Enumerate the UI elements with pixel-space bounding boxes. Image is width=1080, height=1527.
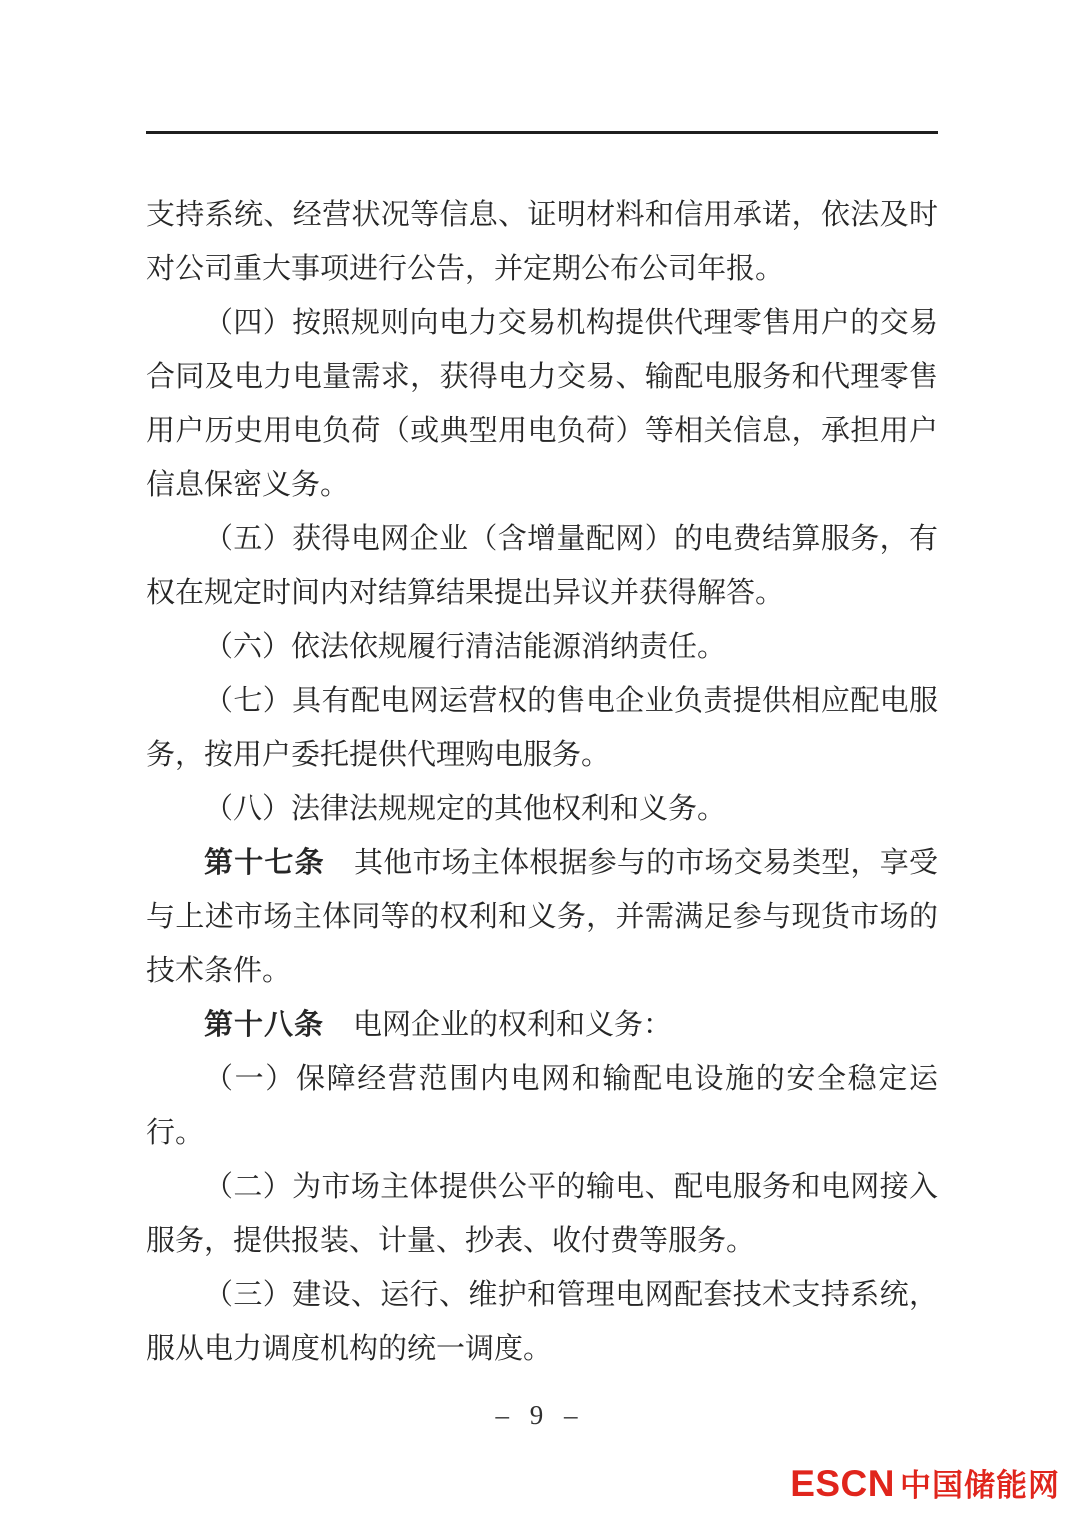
- paragraph: [146, 782, 938, 836]
- paragraph-text: （一）保障经营范围内电网和输配电设施的安全稳定运行。: [146, 1063, 938, 1149]
- paragraph: [146, 512, 938, 620]
- paragraph: [146, 1160, 938, 1268]
- clause-number: 第十八条: [204, 1009, 325, 1041]
- paragraph-text: （二）为市场主体提供公平的输电、配电服务和电网接入服务，提供报装、计量、抄表、收付费等服务。: [146, 1171, 938, 1257]
- paragraph: [146, 836, 938, 998]
- china-energy-storage-net-logo-text: 中国储能网: [900, 1468, 1060, 1503]
- paragraph-text: （七）具有配电网运营权的售电企业负责提供相应配电服务，按用户委托提供代理购电服务。: [146, 685, 938, 771]
- paragraph-text: （四）按照规则向电力交易机构提供代理零售用户的交易合同及电力电量需求，获得电力交易、输配电服务和代理零售用户历史用电负荷（或典型用电负荷）等相关信息，承担用户信息保密义务。: [146, 307, 938, 501]
- paragraph-text: （五）获得电网企业（含增量配网）的电费结算服务，有权在规定时间内对结算结果提出异议并获得解答。: [146, 523, 938, 609]
- paragraph-text: （六）依法依规履行清洁能源消纳责任。: [204, 631, 727, 663]
- page-number: – 9 –: [495, 1400, 585, 1430]
- paragraph-text: 其他市场主体根据参与的市场交易类型，享受与上述市场主体同等的权利和义务，并需满足参与现货市场的技术条件。: [146, 847, 938, 987]
- paragraph: [146, 998, 938, 1052]
- paragraph-text: 电网企业的权利和义务：: [353, 1009, 673, 1041]
- header-rule: [146, 131, 938, 134]
- clause-number: 第十七条: [204, 847, 325, 879]
- watermark-logo: [790, 1465, 1060, 1502]
- paragraph-text: （三）建设、运行、维护和管理电网配套技术支持系统，服从电力调度机构的统一调度。: [146, 1279, 938, 1365]
- paragraph: [146, 620, 938, 674]
- paragraph: [146, 1268, 938, 1376]
- escn-logo-text: ESCN: [790, 1463, 895, 1504]
- document-body: [146, 188, 938, 1376]
- paragraph: [146, 188, 938, 296]
- paragraph-text: （八）法律法规规定的其他权利和义务。: [204, 793, 727, 825]
- paragraph: [146, 674, 938, 782]
- paragraph: [146, 296, 938, 512]
- paragraph: [146, 1052, 938, 1160]
- paragraph-text: 支持系统、经营状况等信息、证明材料和信用承诺，依法及时对公司重大事项进行公告，并定期公布公司年报。: [146, 199, 938, 285]
